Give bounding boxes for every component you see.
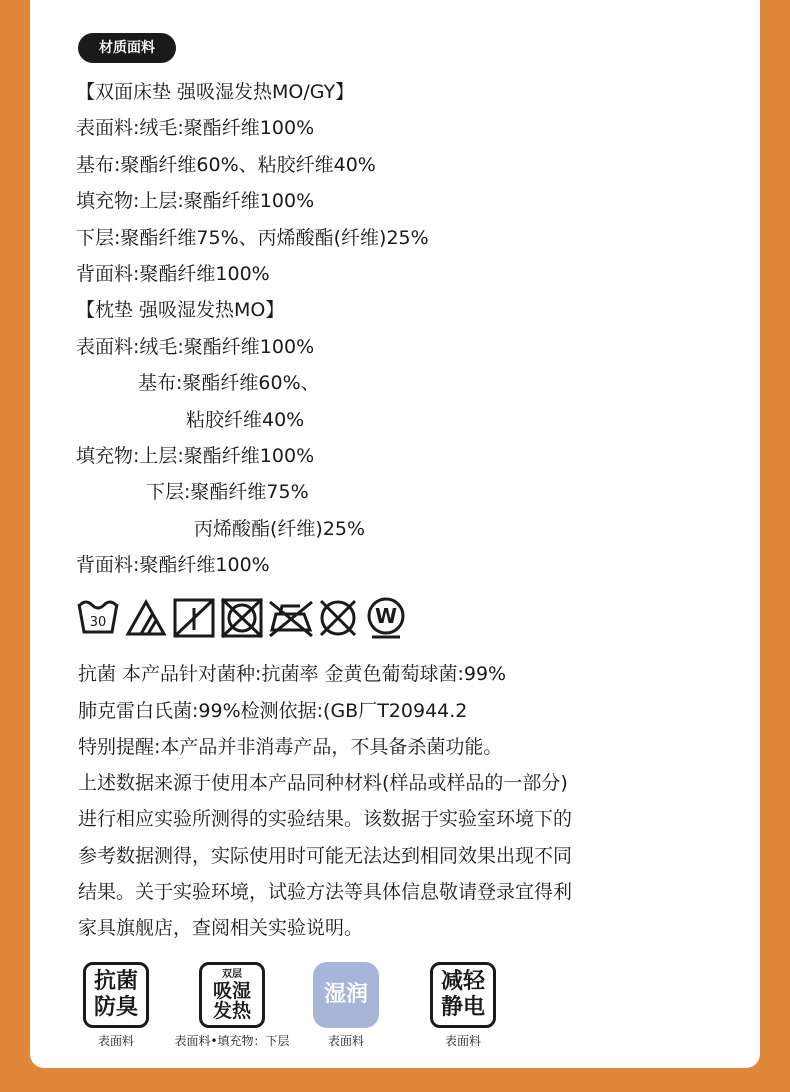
dry-clean-prohibited-icon <box>220 596 264 640</box>
note-line: 上述数据来源于使用本产品同种材料(样品或样品的一部分) <box>78 772 568 794</box>
antistatic-icon <box>430 962 496 1028</box>
material-line: 填充物:上层:聚酯纤维100% <box>76 190 315 212</box>
feature-label: 减轻 <box>440 969 485 994</box>
wash-30-icon <box>76 596 120 640</box>
feature-label: 湿润 <box>323 982 368 1007</box>
feature-label: 吸湿 <box>212 980 251 1002</box>
feature-antistatic <box>423 962 503 1049</box>
feature-label: 静电 <box>440 995 485 1020</box>
feature-caption: 表面料 <box>444 1034 481 1048</box>
material-line: 表面料:绒毛:聚酯纤维100% <box>76 117 315 139</box>
feature-caption: 表面料•填充物：下层 <box>174 1034 290 1048</box>
bleach-triangle-icon <box>124 596 168 640</box>
moisture-drop-icon <box>313 962 379 1028</box>
note-line: 家具旗舰店，查阅相关实验说明。 <box>78 917 364 939</box>
tumble-dry-prohibited-icon <box>172 596 216 640</box>
wash-temp: 30 <box>89 615 107 630</box>
wet-clean-prohibited-icon <box>316 596 360 640</box>
material-line: 丙烯酸酯(纤维)25% <box>194 518 366 540</box>
material-line: 背面料:聚酯纤维100% <box>76 263 270 285</box>
note-line: 肺克雷白氏菌:99%检测依据:(GB厂T20944.2 <box>78 700 468 722</box>
material-line: 下层:聚酯纤维75%、丙烯酸酯(纤维)25% <box>76 227 429 249</box>
feature-caption: 表面料 <box>327 1034 364 1048</box>
material-line: 填充物:上层:聚酯纤维100% <box>76 445 315 467</box>
feature-heat <box>172 962 292 1049</box>
moisture-heat-icon <box>199 962 265 1028</box>
feature-antibacterial <box>76 962 156 1049</box>
material-line: 背面料:聚酯纤维100% <box>76 554 270 576</box>
note-line: 结果。关于实验环境，试验方法等具体信息敬请登录宜得利 <box>78 881 573 903</box>
feature-label: 防臭 <box>93 995 138 1020</box>
feature-moisture <box>306 962 386 1049</box>
iron-prohibited-icon <box>266 596 316 640</box>
section-badge: 材质面料 <box>78 33 176 63</box>
wet-clean-letter: W <box>374 604 398 628</box>
material-line: 基布:聚酯纤维60%、粘胶纤维40% <box>76 154 376 176</box>
material-line: 【枕垫 强吸湿发热MO】 <box>76 299 285 321</box>
material-line: 粘胶纤维40% <box>186 409 305 431</box>
note-line: 参考数据测得，实际使用时可能无法达到相同效果出现不同 <box>78 845 573 867</box>
antibacterial-deodorant-icon <box>83 962 149 1028</box>
note-line: 抗菌 本产品针对菌种:抗菌率 金黄色葡萄球菌:99% <box>78 663 507 685</box>
material-line: 表面料:绒毛:聚酯纤维100% <box>76 336 315 358</box>
feature-label: 双层 <box>222 969 242 980</box>
material-line: 【双面床垫 强吸湿发热MO/GY】 <box>76 81 355 103</box>
wet-clean-w-icon <box>364 596 408 640</box>
feature-label: 发热 <box>212 1000 251 1022</box>
note-line: 特别提醒:本产品并非消毒产品，不具备杀菌功能。 <box>78 736 503 758</box>
material-line: 下层:聚酯纤维75% <box>146 481 309 503</box>
note-line: 进行相应实验所测得的实验结果。该数据于实验室环境下的 <box>78 808 573 830</box>
feature-label: 抗菌 <box>93 969 138 994</box>
material-line: 基布:聚酯纤维60%、 <box>138 372 320 394</box>
feature-caption: 表面料 <box>97 1034 134 1048</box>
